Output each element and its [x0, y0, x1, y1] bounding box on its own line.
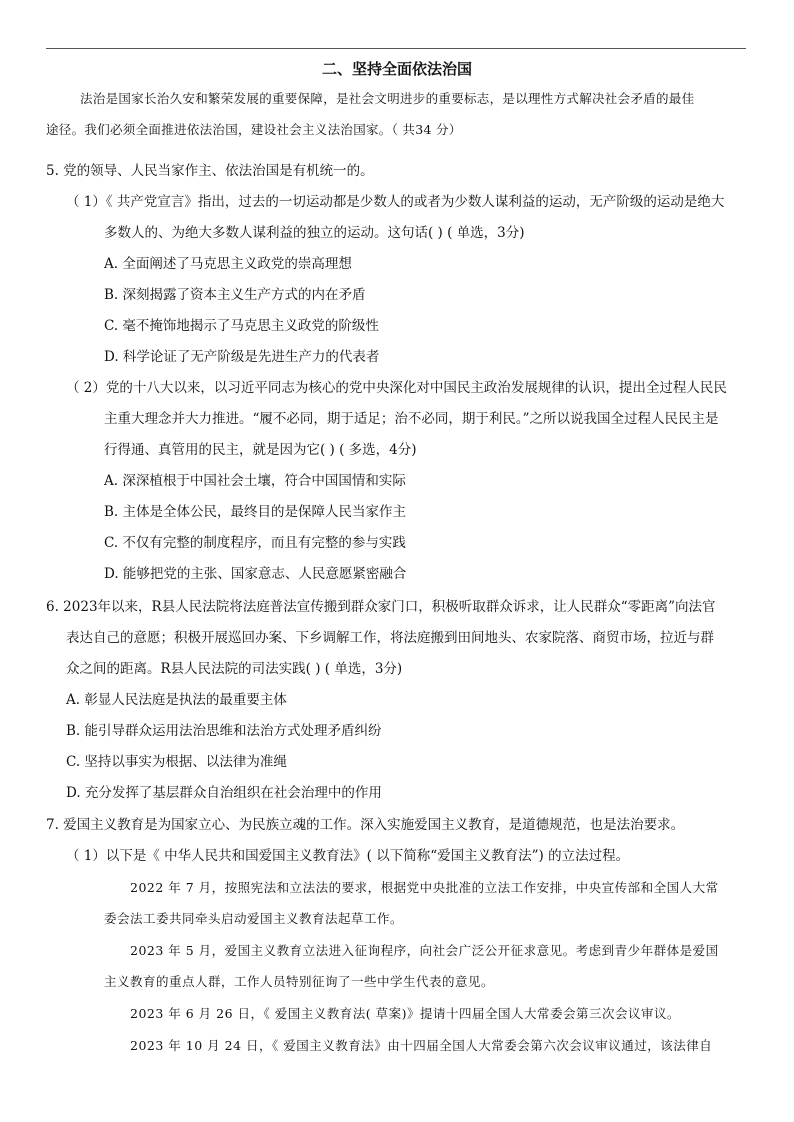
- q5-p2-line-1: （ 2）党的十八大以来，以习近平同志为核心的党中央深化对中国民主政治发展规律的认识，提出全过程人民民: [66, 380, 727, 396]
- q5-p2-line-3: 行得通、真管用的民主，就是因为它( ) ( 多选，4分): [104, 442, 417, 458]
- section-title: 二、坚持全面依法治国: [321, 60, 472, 78]
- q5-p2-option-d[interactable]: D. 能够把党的主张、国家意志、人民意愿紧密融合: [104, 566, 407, 582]
- q6-line-3: 众之间的距离。R县人民法院的司法实践( ) ( 单选，3分): [66, 661, 403, 677]
- q6-option-d[interactable]: D. 充分发挥了基层群众自治组织在社会治理中的作用: [66, 785, 382, 801]
- q7-material-line-4: 主义教育的重点人群，工作人员特别征询了一些中学生代表的意见。: [104, 974, 495, 989]
- q5-p1-option-d[interactable]: D. 科学论证了无产阶级是先进生产力的代表者: [104, 349, 380, 365]
- q6-line-1: 6. 2023年以来，R县人民法院将法庭普法宣传搬到群众家门口，积极听取群众诉求，让人民群众“零距离”向法官: [46, 599, 716, 615]
- q6-line-2: 表达自己的意愿；积极开展巡回办案、下乡调解工作，将法庭搬到田间地头、农家院落、商贸市场，拉近与群: [66, 630, 714, 646]
- q5-p2-line-2: 主重大理念并大力推进。“履不必同，期于适足；治不必同，期于利民。”之所以说我国全过程人民民主是: [104, 411, 719, 427]
- q5-p1-line-2: 多数人的、为绝大多数人谋利益的独立的运动。这句话( ) ( 单选，3分): [104, 225, 525, 241]
- q5-stem: 5. 党的领导、人民当家作主、依法治国是有机统一的。: [46, 163, 374, 179]
- q5-p1-line-1: （ 1）《 共产党宣言》指出，过去的一切运动都是少数人的或者为少数人谋利益的运动，无产阶级的运动是绝大: [66, 194, 725, 210]
- q7-p1-line: （ 1）以下是《 中华人民共和国爱国主义教育法》( 以下简称“爱国主义教育法”) 的立法过程。: [66, 848, 630, 864]
- q7-material-line-5: 2023 年 6 月 26 日，《 爱国主义教育法( 草案)》提请十四届全国人大常委会第三次会议审议。: [130, 1006, 680, 1021]
- q6-option-c[interactable]: C. 坚持以事实为根据、以法律为准绳: [66, 754, 287, 770]
- q7-material-line-2: 委会法工委共同牵头启动爱国主义教育法起草工作。: [104, 911, 404, 926]
- q6-option-a[interactable]: A. 彰显人民法庭是执法的最重要主体: [66, 692, 287, 708]
- intro-line-2: 途径。我们必须全面推进依法治国，建设社会主义法治国家。（ 共34 分）: [46, 122, 462, 137]
- q5-p2-option-c[interactable]: C. 不仅有完整的制度程序，而且有完整的参与实践: [104, 535, 406, 551]
- header-rule: [46, 48, 746, 49]
- q5-p1-option-a[interactable]: A. 全面阐述了马克思主义政党的崇高理想: [104, 256, 352, 272]
- q5-p2-option-b[interactable]: B. 主体是全体公民，最终目的是保障人民当家作主: [104, 504, 407, 520]
- intro-line-1: 法治是国家长治久安和繁荣发展的重要保障，是社会文明进步的重要标志，是以理性方式解决社会矛盾的最佳: [80, 91, 695, 106]
- q5-p1-option-c[interactable]: C. 毫不掩饰地揭示了马克思主义政党的阶级性: [104, 318, 379, 334]
- q7-stem: 7. 爱国主义教育是为国家立心、为民族立魂的工作。深入实施爱国主义教育，是道德规范，也是法治要求。: [46, 817, 685, 833]
- q7-material-line-3: 2023 年 5 月，爱国主义教育立法进入征询程序，向社会广泛公开征求意见。考虑到青少年群体是爱国: [130, 943, 719, 958]
- q7-material-line-6: 2023 年 10 月 24 日，《 爱国主义教育法》由十四届全国人大常委会第六次会议审议通过，该法律自: [130, 1038, 713, 1053]
- q7-material-line-1: 2022 年 7 月，按照宪法和立法法的要求，根据党中央批准的立法工作安排，中央宣传部和全国人大常: [130, 880, 719, 895]
- q6-option-b[interactable]: B. 能引导群众运用法治思维和法治方式处理矛盾纠纷: [66, 723, 382, 739]
- q5-p1-option-b[interactable]: B. 深刻揭露了资本主义生产方式的内在矛盾: [104, 287, 366, 303]
- q5-p2-option-a[interactable]: A. 深深植根于中国社会土壤，符合中国国情和实际: [104, 473, 406, 489]
